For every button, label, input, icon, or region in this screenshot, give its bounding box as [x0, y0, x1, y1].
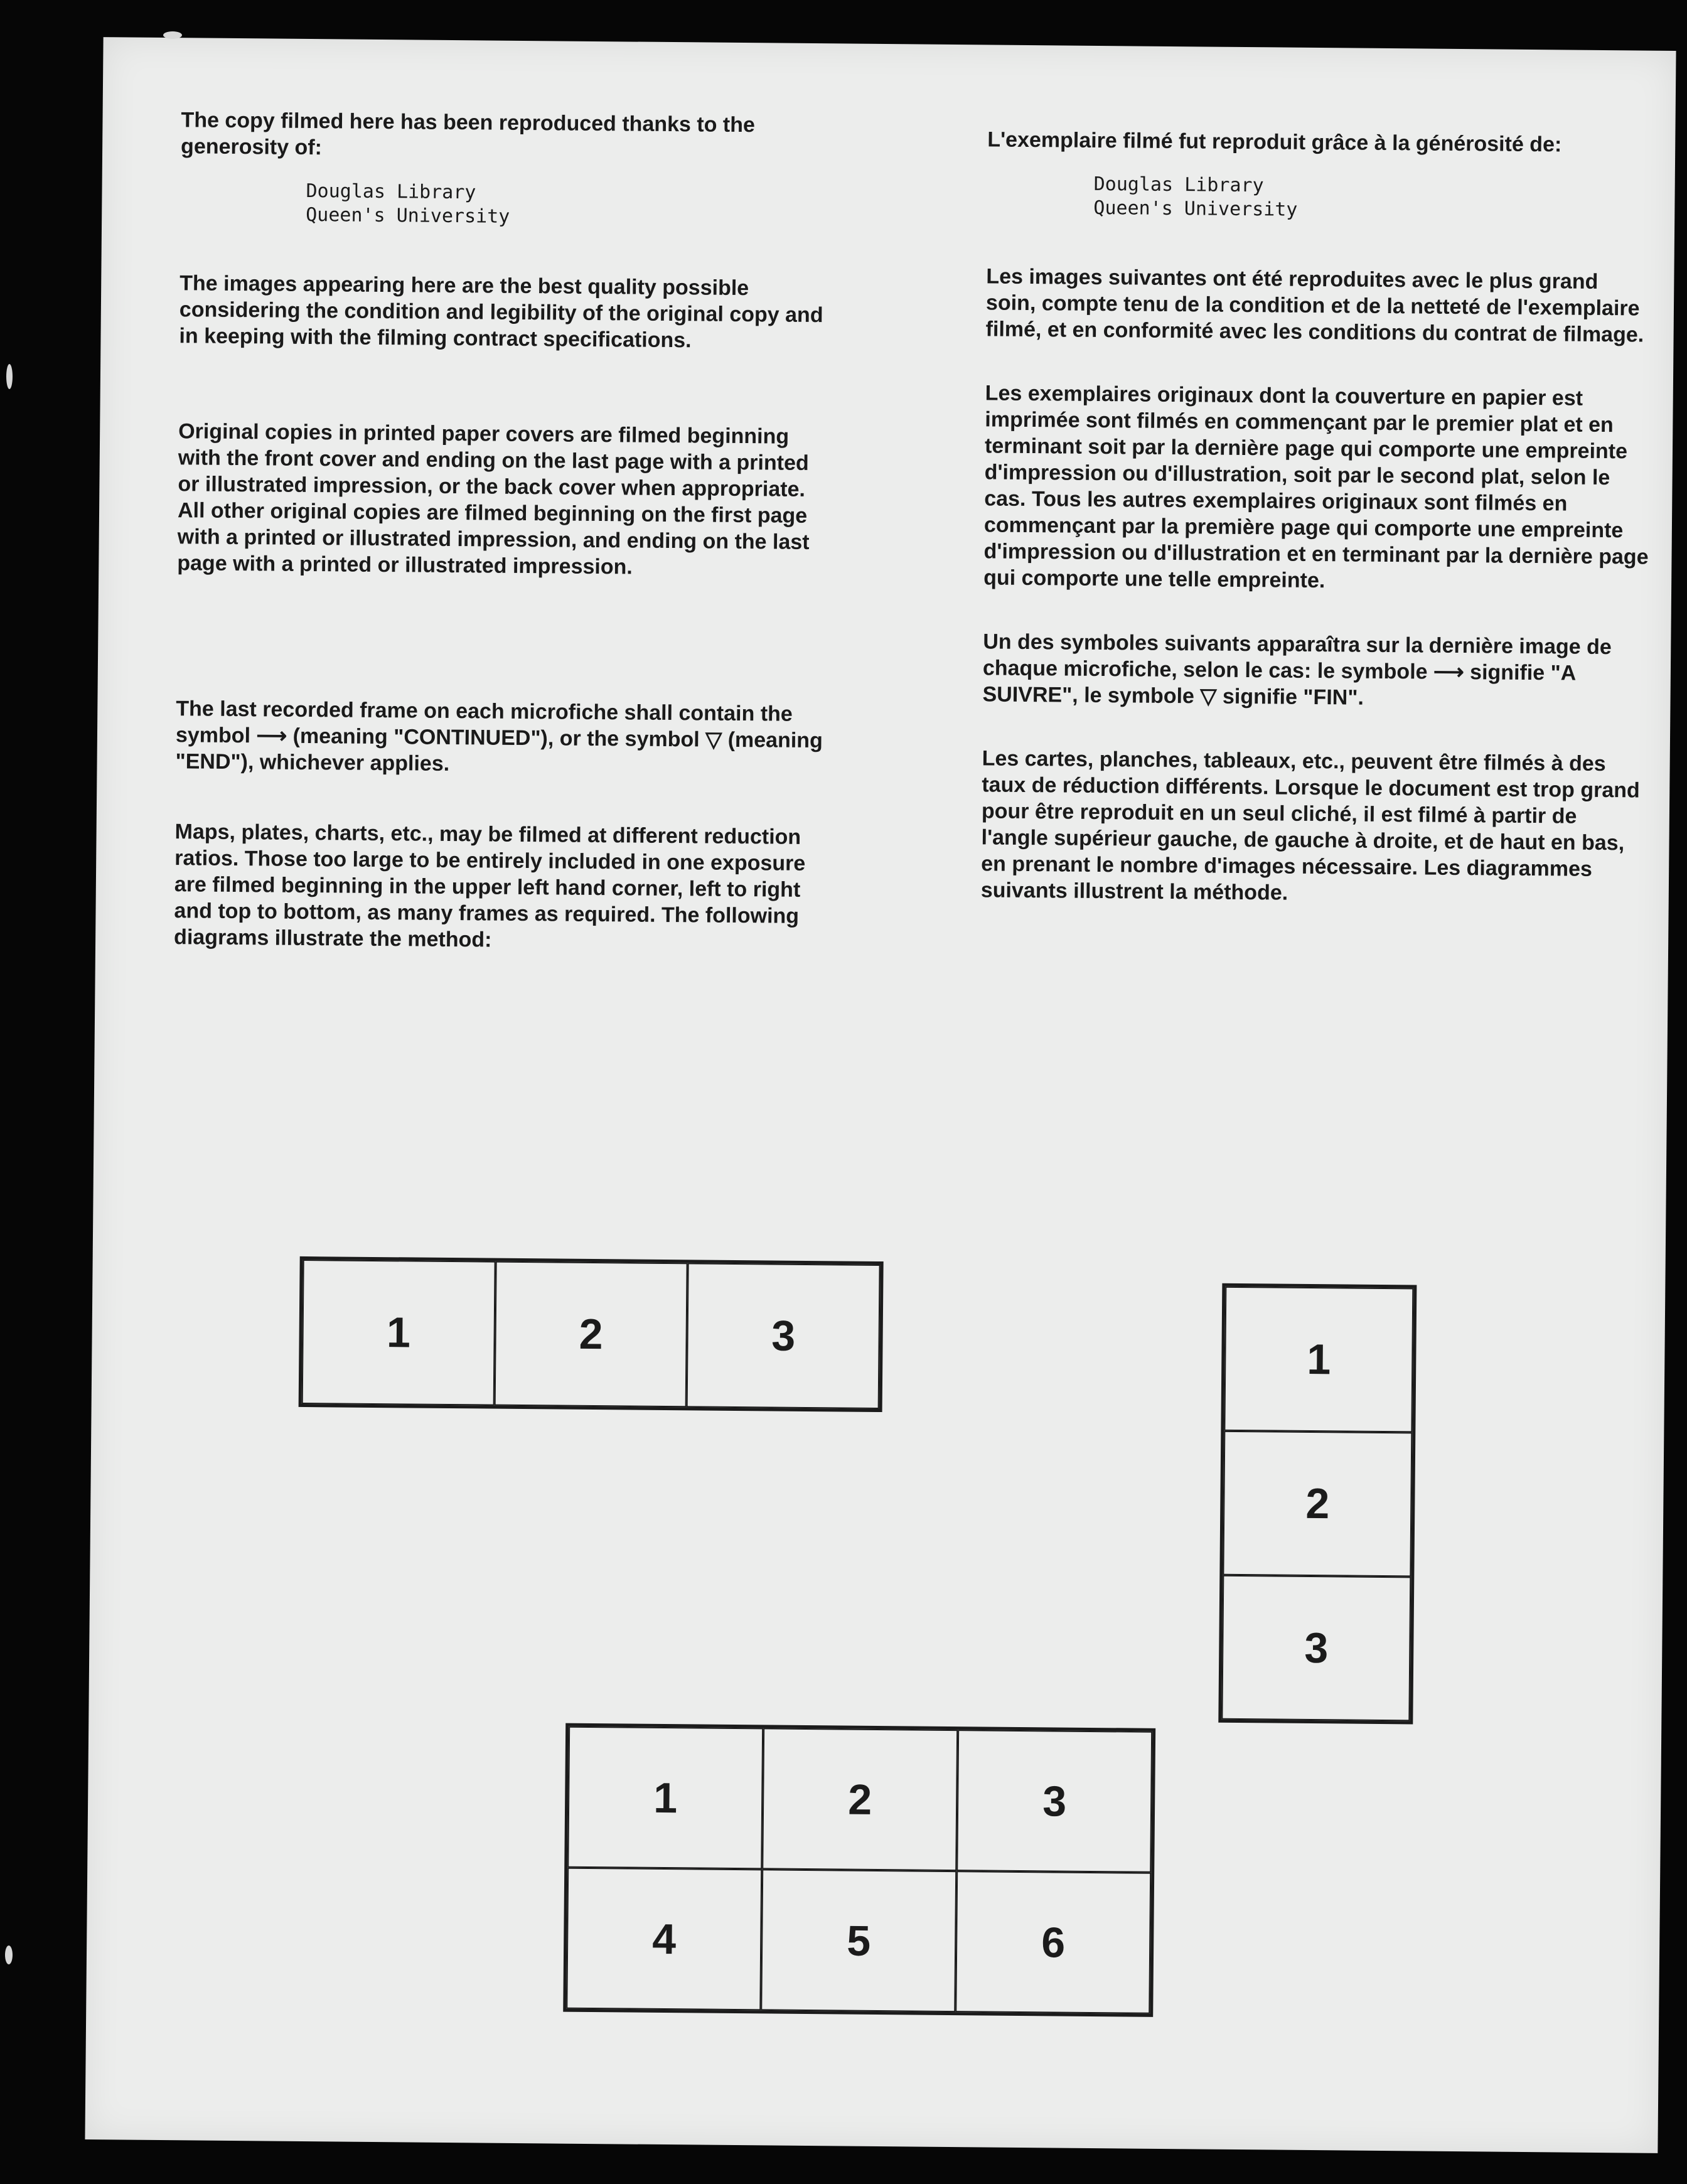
frame-cell: 2 [494, 1261, 688, 1408]
maps-paragraph-fr: Les cartes, planches, tableaux, etc., peuvent être filmés à des taux de réduction différents. Lorsque le document est trop grand pour être reproduit en un seul cliché, il est filmé à partir de l'angle supérieur gauche, de gauche à droite, et de haut en bas, en prenant le nombre d'images nécessaire. Les diagrammes suivants illustrent la méthode. [980, 746, 1640, 905]
intro-text-fr: L'exemplaire filmé fut reproduit grâce à la générosité de: [987, 127, 1562, 157]
filmed-page [85, 37, 1676, 2153]
originals-paragraph: Original copies in printed paper covers are filmed beginning with the front cover and ending on the last page with a printed or illustrated impression, or the back cover when appropriate. All other original copies are filmed beginning on the first page with a printed or illustrated impression, and ending on the last page with a printed or illustrated impression. [177, 419, 810, 579]
french-column [981, 126, 1653, 909]
quality-paragraph-fr: Les images suivantes ont été reproduites avec le plus grand soin, compte tenu de la condition et de la netteté de l'exemplaire filmé, et en conformité avec les conditions du contrat de filmage. [985, 264, 1644, 347]
frame-cell: 3 [687, 1263, 881, 1409]
scan-speck [5, 1946, 13, 1964]
frame-cell: 1 [302, 1260, 496, 1406]
diagram-column-3x1 [1218, 1283, 1417, 1725]
frame-cell: 2 [1223, 1431, 1412, 1577]
scan-speck [163, 31, 182, 39]
english-column [174, 107, 834, 956]
frame-cell: 3 [1221, 1575, 1411, 1721]
symbols-paragraph-fr: Un des symboles suivants apparaîtra sur la dernière image de chaque microfiche, selon le cas: le symbole ⟶ signifie "A SUIVRE", le symbole ▽ signifie "FIN". [982, 629, 1612, 710]
scan-speck [6, 364, 13, 389]
maps-paragraph: Maps, plates, charts, etc., may be filmed at different reduction ratios. Those too large to be entirely included in one exposure are filmed beginning in the upper left hand corner, left to right and top to bottom, as many frames as required. The following diagrams illustrate the method: [173, 820, 806, 952]
frame-cell: 1 [1224, 1287, 1413, 1433]
frame-cell: 1 [567, 1726, 763, 1870]
diagram-row-1x3 [299, 1256, 884, 1412]
university-line-fr: Queen's University [1093, 196, 1298, 221]
originals-paragraph-fr: Les exemplaires originaux dont la couverture en papier est imprimée sont filmés en commençant par le premier plat et en terminant soit par la dernière page qui comporte une empreinte d'impression ou d'illustration, soit par le second plat, selon le cas. Tous les autres exemplaires originaux sont filmés en commençant par la première page qui comporte une empreinte d'impression ou d'illustration et en terminant par la dernière page qui comporte une telle empreinte. [983, 381, 1649, 593]
library-name-fr [1093, 173, 1652, 225]
symbols-paragraph: The last recorded frame on each microfiche shall contain the symbol ⟶ (meaning "CONTINUED"), or the symbol ▽ (meaning "END"), whichever applies. [175, 697, 823, 776]
university-line: Queen's University [306, 203, 510, 228]
library-line-fr: Douglas Library [1093, 173, 1264, 197]
quality-paragraph: The images appearing here are the best quality possible considering the condition and legibility of the original copy and in keeping with the filming contract specifications. [179, 271, 823, 353]
diagram-grid-2x3 [563, 1723, 1155, 2017]
library-line: Douglas Library [306, 179, 476, 204]
frame-cell: 3 [956, 1730, 1152, 1873]
frame-cell: 2 [762, 1728, 958, 1871]
frame-cell: 4 [566, 1868, 762, 2011]
frame-cell: 5 [761, 1869, 956, 2012]
frame-cell: 6 [955, 1871, 1151, 2014]
library-name [306, 179, 833, 232]
intro-text: The copy filmed here has been reproduced thanks to the generosity of: [180, 108, 756, 160]
